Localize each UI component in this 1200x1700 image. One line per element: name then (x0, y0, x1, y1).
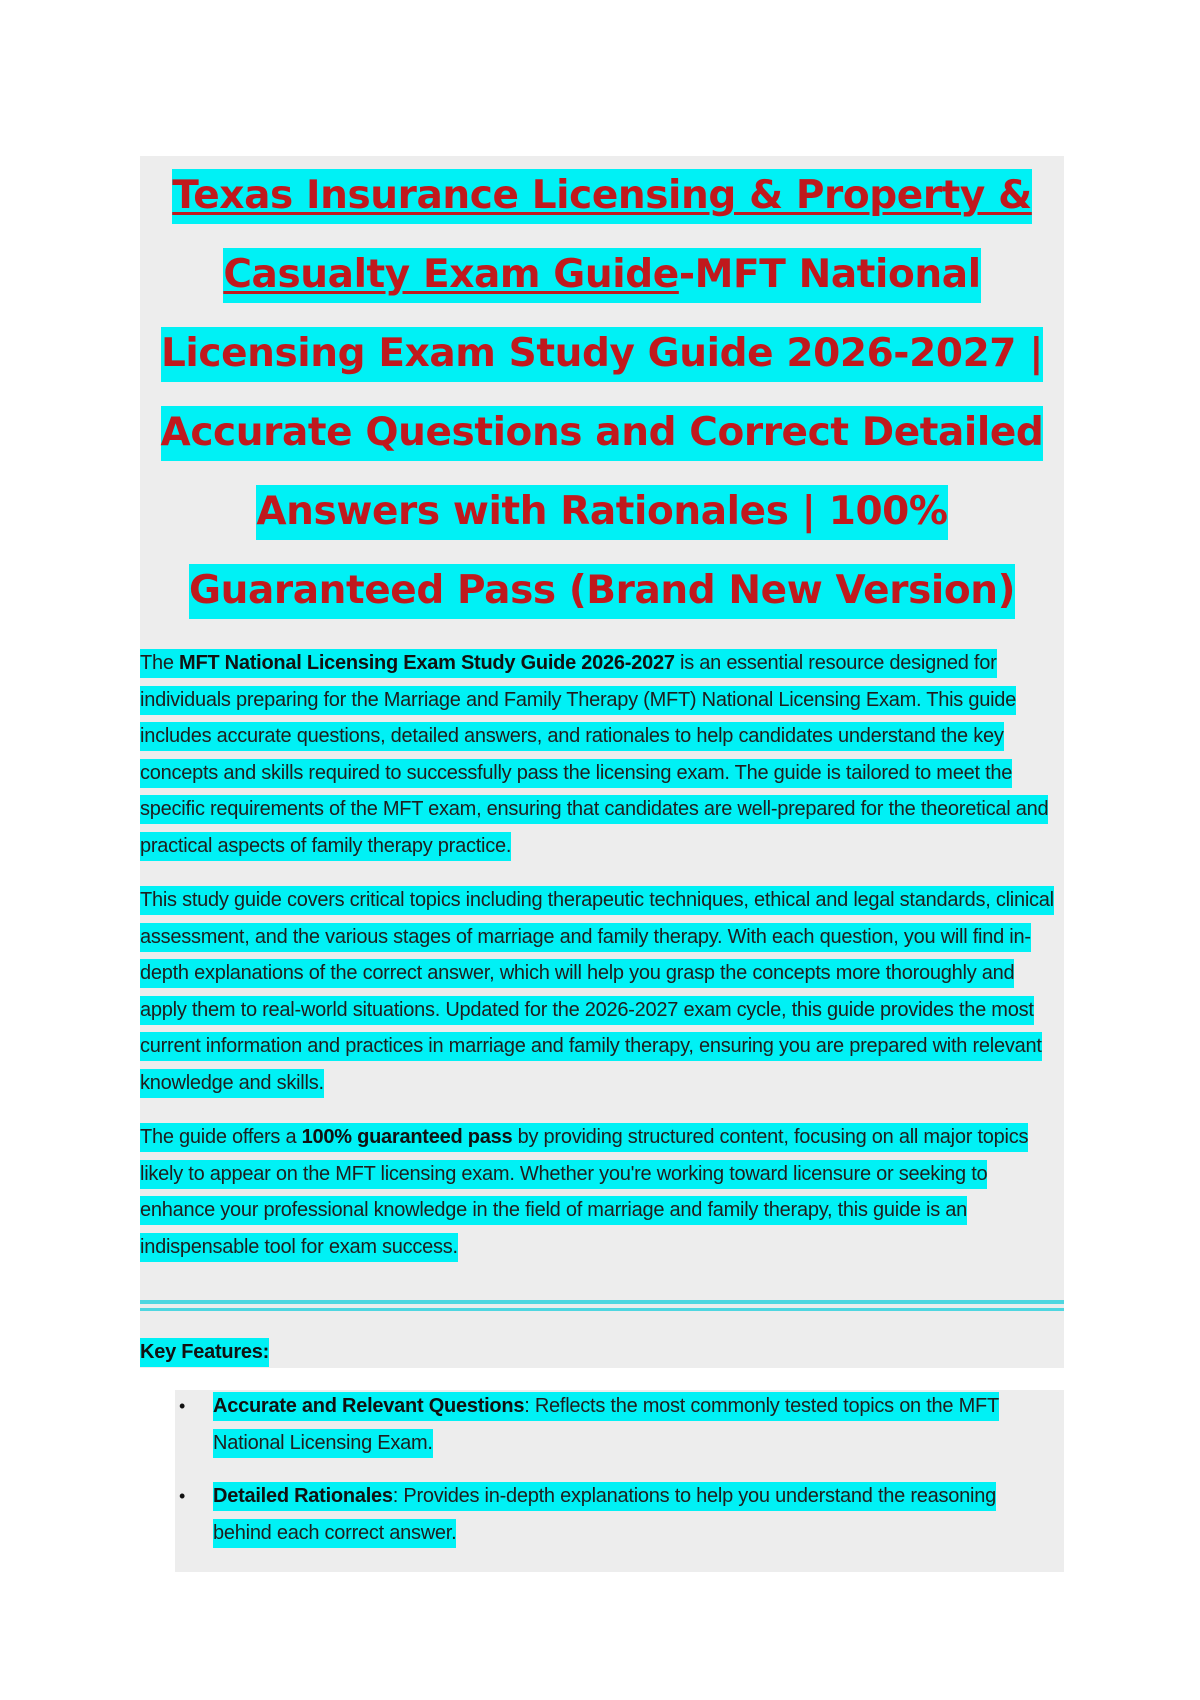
feature-highlight (213, 1392, 999, 1458)
key-features-heading (140, 1334, 269, 1370)
list-item (175, 1388, 1025, 1461)
feature-title: Detailed Rationales (213, 1485, 393, 1508)
paragraph-intro-lead: The (140, 652, 180, 674)
feature-text: : Reflects the most commonly tested topics on the MFT National Licensing Exam. (213, 1395, 999, 1454)
bullet-icon: • (179, 1486, 186, 1507)
title-underlined-text: Texas Insurance Licensing & Property & Casualty Exam Guide (172, 173, 1032, 297)
paragraph-topics (140, 882, 1064, 1102)
list-item (175, 1478, 1025, 1551)
key-features-heading-text: Key Features: (140, 1338, 269, 1367)
paragraph-intro-highlight (140, 649, 1048, 861)
divider-line-top (140, 1300, 1064, 1304)
paragraph-intro (140, 645, 1064, 865)
paragraph-guarantee-bold: 100% guaranteed pass (301, 1126, 513, 1148)
document-title (140, 156, 1064, 630)
paragraph-intro-bold: MFT National Licensing Exam Study Guide 2026-2027 (179, 652, 675, 674)
bullet-icon: • (179, 1396, 186, 1416)
divider-line-bottom (140, 1308, 1064, 1311)
paragraph-guarantee-rest: by providing structured content, focusing on all major topics likely to appear on the MFT licensing exam. Whether you're working toward licensure or seeking to enhance your professional knowledge in the field of marriage and family therapy, this guide is an indispensable tool for exam success. (140, 1126, 1029, 1258)
paragraph-guarantee-lead: The guide offers a (140, 1126, 302, 1148)
feature-highlight (213, 1482, 996, 1548)
paragraph-intro-rest: is an essential resource designed for individuals preparing for the Marriage and Family Therapy (MFT) National Licensing Exam. This guide includes accurate questions, detailed answers, and rationales to help candidates understand the key concepts and skills required to successfully pass the licensing exam. The guide is tailored to meet the specific requirements of the MFT exam, ensuring that candidates are well-prepared for the theoretical and practical aspects of family therapy practice. (140, 652, 1049, 857)
key-features-list (175, 1388, 1025, 1568)
title-rest-text: -MFT National Licensing Exam Study Guide 2026-2027 | Accurate Questions and Correct Detailed Answers with Rationales | 100% Guaranteed Pass (Brand New Version) (160, 252, 1044, 613)
paragraph-topics-text: This study guide covers critical topics including therapeutic techniques, ethical and legal standards, clinical assessment, and the various stages of marriage and family therapy. With each question, you will find in-depth explanations of the correct answer, which will help you grasp the concepts more thoroughly and apply them to real-world situations. Updated for the 2026-2027 exam cycle, this guide provides the most current information and practices in marriage and family therapy, ensuring you are prepared with relevant knowledge and skills. (140, 886, 1054, 1098)
title-highlight (161, 169, 1044, 619)
feature-title: Accurate and Relevant Questions (213, 1395, 525, 1417)
section-divider (140, 1300, 1064, 1318)
feature-text: : Provides in-depth explanations to help you understand the reasoning behind each correct answer. (213, 1485, 996, 1544)
paragraph-guarantee (140, 1119, 1064, 1265)
paragraph-guarantee-highlight (140, 1123, 1028, 1262)
